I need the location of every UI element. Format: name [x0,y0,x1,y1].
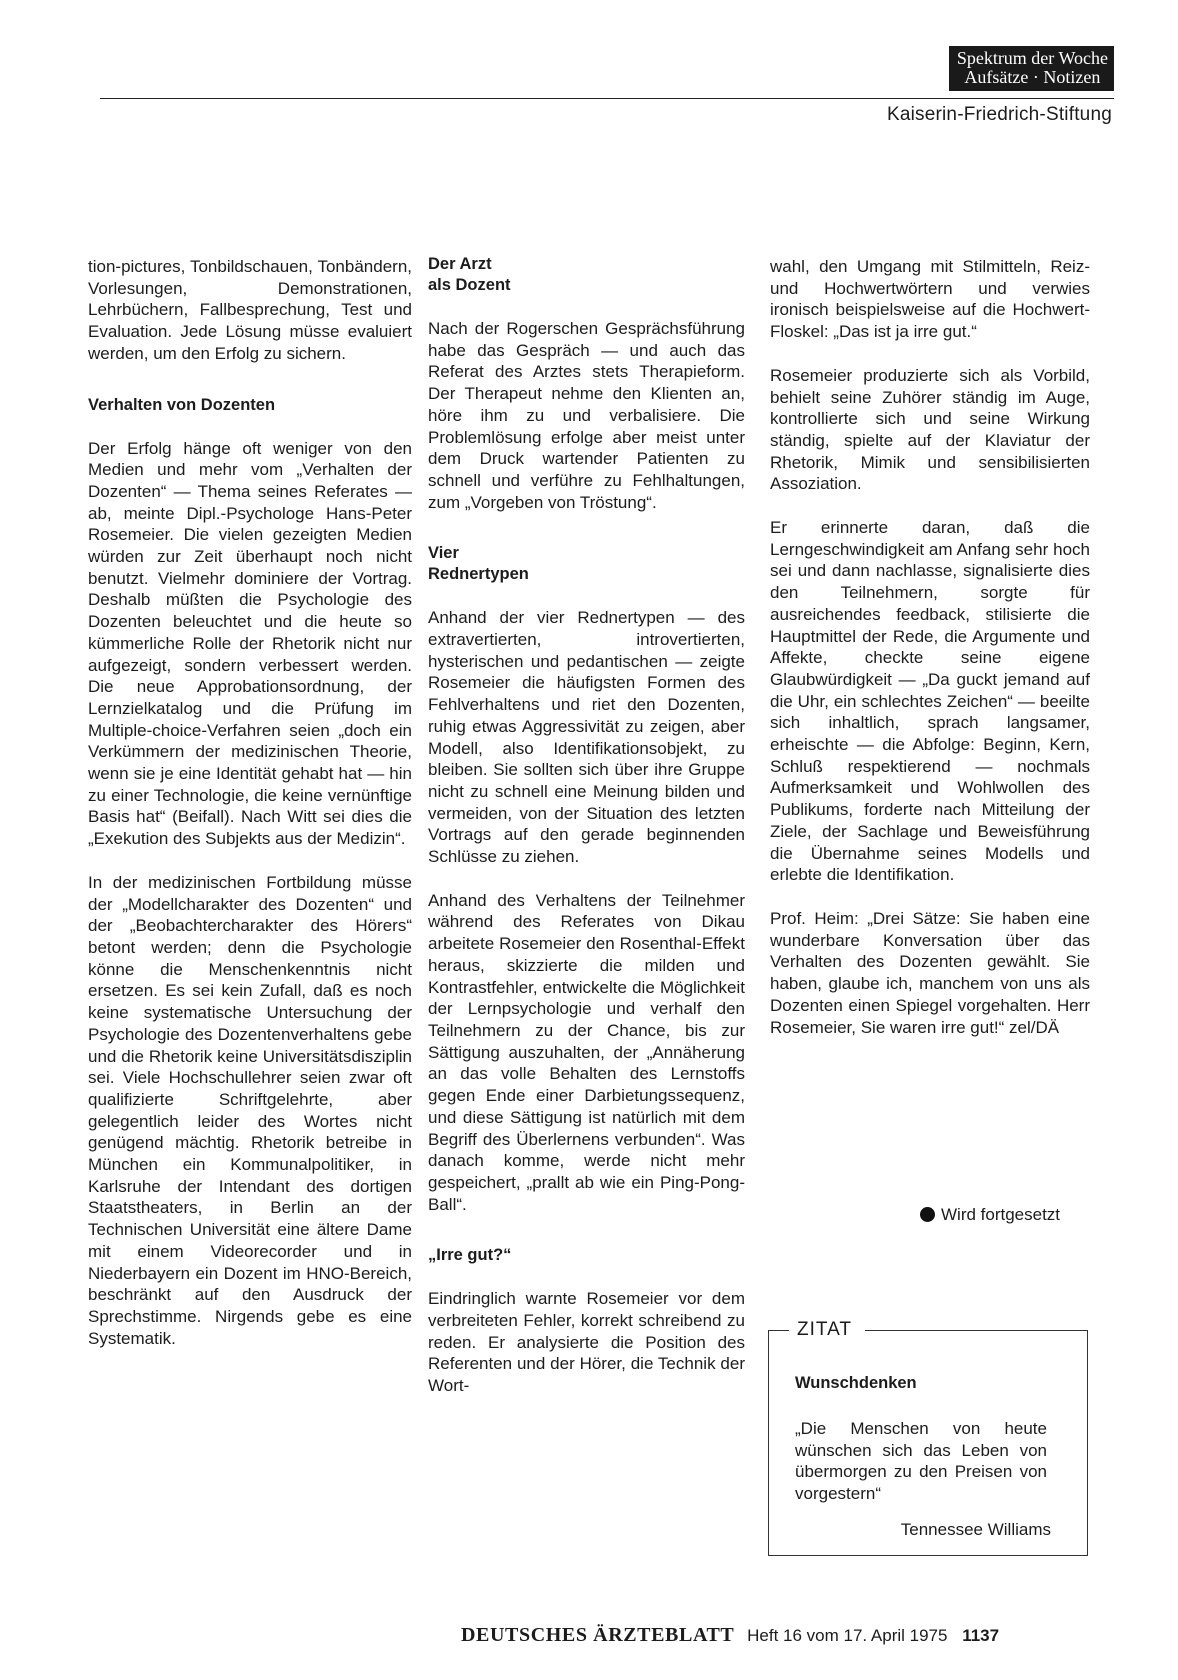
section-label: Kaiserin-Friedrich-Stiftung [886,104,1112,125]
quote-label: ZITAT [797,1319,852,1340]
issue-info: Heft 16 vom 17. April 1975 [747,1626,948,1645]
column-3 [770,256,1090,1060]
page-number: 1137 [962,1626,1000,1645]
col2-heading-1-line-2: als Dozent [428,276,511,294]
quote-author: Tennessee Williams [900,1520,1051,1539]
quote-box-top-rule-right [865,1330,1087,1331]
section-header-box [949,46,1114,91]
page-footer [461,1624,999,1647]
journal-name: DEUTSCHES ÄRZTEBLATT [461,1624,735,1646]
col2-paragraph-1: Nach der Rogerschen Gesprächsführung habe das Gespräch — und auch das Referat des Arztes stets Therapieform. Der Therapeut nehme den Klienten an, höre ihm zu und verbalisiere. Die Problemlösung erfolge aber meist unter dem Druck wartender Patienten zu schnell und verführe zu Fehlhaltungen, zum „Vorgeben von Tröstung“. [428,319,745,512]
col2-paragraph-3: Anhand des Verhaltens der Teilnehmer während des Referates von Dikau arbeitete Rosemeier den Rosenthal-Effekt heraus, skizzierte die milden und Kontrastfehler, entwickelte die Möglichkeit der Lernpsychologie und verhalf den Teilnehmern zu der Chance, bis zur Sättigung auszuhalten, der „Annäherung an das volle Behalten des Lernstoffs gegen Ende einer Darbietungssequenz, und diese Sättigung ist natürlich mit dem Begriff des Überlernens verbunden“. Was danach komme, werde nicht mehr gespeichert, „prallt ab wie ein Ping-Pong-Ball“. [428,890,745,1214]
quote-text: „Die Menschen von heute wünschen sich das Leben von übermorgen zu den Preisen von vorgestern“ [795,1419,1047,1504]
col3-paragraph-2: Rosemeier produzierte sich als Vorbild, behielt seine Zuhörer ständig im Auge, kontrollierte sich und seine Wirkung ständig, spielte auf der Klaviatur der Rhetorik, Mimik und sensibilisierten Assoziation. [770,365,1090,494]
continued-note [920,1205,1060,1225]
quote-box-top-rule-left [769,1330,789,1331]
col2-paragraph-4: Eindringlich warnte Rosemeier vor dem verbreiteten Fehler, korrekt schreibend zu reden. Er analysierte die Position des Referenten und der Hörer, die Technik der Wort- [428,1289,745,1396]
col2-heading-2-line-2: Rednertypen [428,565,529,584]
quote-box [768,1319,1088,1556]
header-rule [100,98,1114,99]
header-box-line-1: Spektrum der Woche [956,48,1108,68]
col3-paragraph-3: Er erinnerte daran, daß die Lerngeschwindigkeit am Anfang sehr hoch sei und dann nachlasse, signalisierte dies den Teilnehmern, sorgte für ausreichendes feedback, stilisierte die Hauptmittel der Rede, die Argumente und Affekte, checkte seine eigene Glaubwürdigkeit — „Da guckt jemand auf die Uhr, ein schlechtes Zeichen“ — beeilte sich inhaltlich, sprach langsamer, erheischte — die Abfolge: Beginn, Kern, Schluß respektierend — nochmals Aufmerksamkeit und Wohlwollen des Publikums, forderte nach Mitteilung der Ziele, der Sachlage und Beweisführung die Übernahme seines Modells und erlebte die Identifikation. [770,518,1090,885]
bullet-dot-icon [920,1207,935,1222]
col2-heading-1-line-1: Der Arzt [428,255,492,273]
col3-paragraph-4: Prof. Heim: „Drei Sätze: Sie haben eine wunderbare Konversation über das Verhalten des Dozenten gewählt. Sie haben, glaube ich, manchem von uns als Dozenten einen Spiegel vorgehalten. Herr Rosemeier, Sie waren irre gut!“ zel/DÄ [770,908,1090,1037]
column-2 [428,254,745,1419]
col2-heading-3: „Irre gut?“ [428,1246,512,1265]
header-box-line-2: Aufsätze · Notizen [964,67,1101,87]
col2-heading-1 [428,254,745,296]
column-1 [88,256,412,1371]
col1-paragraph-1: tion-pictures, Tonbildschauen, Tonbändern, Vorlesungen, Demonstrationen, Lehrbüchern, Fallbesprechung, Test und Evaluation. Jede Lösung müsse evaluiert werden, um den Erfolg zu sichern. [88,257,412,363]
col2-heading-2 [428,543,745,585]
col2-heading-2-line-1: Vier [428,544,459,563]
col1-paragraph-2: Der Erfolg hänge oft weniger von den Medien und mehr vom „Verhalten der Dozenten“ — Thema seines Referates — ab, meinte Dipl.-Psychologe Hans-Peter Rosemeier. Die vielen gezeigten Medien würden zur Zeit überhaupt noch nicht benutzt. Vielmehr dominiere der Vortrag. Deshalb müßten die Psychologie des Dozenten beleuchtet und die heute so kümmerliche Rolle der Rhetorik nicht nur aufgezeigt, sondern verbessert werden. Die neue Approbationsordnung, der Lernzielkatalog und die Prüfung im Multiple-choice-Verfahren seien „doch ein Verkümmern der medizinischen Theorie, wenn sie je eine Identität gehabt hat — hin zu einer Technologie, die keine vernünftige Basis hat“ (Beifall). Nach Witt sei dies die „Exekution des Subjekts aus der Medizin“. [88,438,412,849]
col3-paragraph-1: wahl, den Umgang mit Stilmitteln, Reiz- und Hochwertwörtern und verwies ironisch beispielsweise auf die Hochwert-Floskel: „Das ist ja irre gut.“ [770,257,1090,342]
continued-label: Wird fortgesetzt [941,1205,1061,1224]
col2-paragraph-2: Anhand der vier Rednertypen — des extravertierten, introvertierten, hysterischen und pedantischen — zeigte Rosemeier die häufigsten Formen des Fehlverhaltens und riet den Dozenten, ruhig etwas Aggressivität zu zeigen, aber Modell, also Identifikationsobjekt, zu bleiben. Sie sollten sich über ihre Gruppe nicht zu schnell eine Meinung bilden und vermeiden, von der Situation des letzten Vortrags auf den gerade beginnenden Schlüsse zu ziehen. [428,608,745,867]
col1-heading-1: Verhalten von Dozenten [88,395,276,414]
quote-title: Wunschdenken [795,1374,917,1392]
col1-paragraph-3: In der medizinischen Fortbildung müsse der „Modellcharakter des Dozenten“ und der „Beobachtercharakter des Hörers“ betont werden; denn die Psychologie könne die Menschenkenntnis nicht ersetzen. Es sei kein Zufall, daß es noch keine systematische Untersuchung der Psychologie des Dozentenverhaltens gebe und die Rhetorik keine Universitätsdisziplin sei. Viele Hochschullehrer seien zwar oft qualifizierte Schriftgelehrte, aber gelegentlich leider des Wortes nicht genügend mächtig. Rhetorik betreibe in München ein Kommunalpolitiker, in Karlsruhe der Intendant des dortigen Staatstheaters, in Berlin an der Technischen Universität eine ältere Dame mit einem Videorecorder und in Niederbayern ein Dozent im HNO-Bereich, beschränkt auf den Ausdruck der Sprechstimme. Nirgends gebe es eine Systematik. [88,872,412,1348]
